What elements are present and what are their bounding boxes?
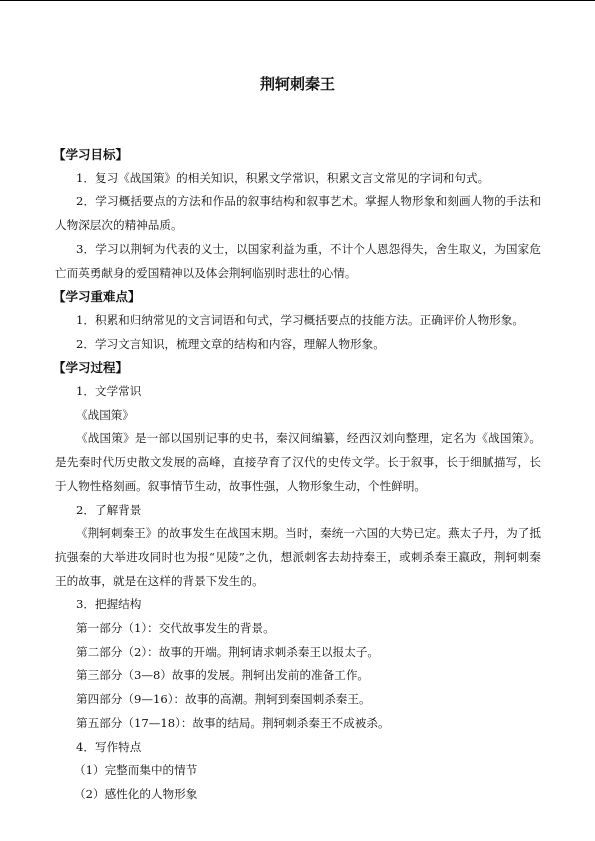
structure-part-5: 第五部分（17—18）：故事的结局。荆轲刺杀秦王不成被杀。 [76,715,390,730]
features-label: 4．写作特点 [76,739,142,754]
document-body [55,143,541,807]
top-border-line [0,0,595,1]
feature-item-2: （2）感性化的人物形象 [74,786,198,801]
keypoints-heading: 【学习重难点】 [53,289,141,305]
feature-item-1: （1）完整而集中的情节 [74,763,198,778]
background-text: 《荆轲刺秦王》的故事发生在战国末期。当时，秦统一六国的大势已定。燕太子丹，为了抵抗强秦的大举进攻同时也为报“见陵”之仇，想派刺客去劫持秦王，或刺杀秦王嬴政，荆轲刺秦王的故事，就是在这样的背景下发生的。 [55,526,541,588]
objective-item-3: 3．学习以荆轲为代表的义士，以国家利益为重，不计个人恩怨得失，舍生取义，为国家危亡而英勇献身的爱国精神以及体会荆轲临别时悲壮的心情。 [55,241,541,280]
structure-part-3: 第三部分（3—8）故事的发展。荆轲出发前的准备工作。 [76,668,370,683]
structure-part-4: 第四部分（9—16）：故事的高潮。荆轲到秦国刺杀秦王。 [76,692,371,707]
objectives-heading: 【学习目标】 [53,147,129,162]
background-label: 2．了解背景 [76,502,142,517]
structure-part-2: 第二部分（2）：故事的开端。荆轲请求刺杀秦王以报太子。 [76,644,380,659]
structure-part-1: 第一部分（1）：交代故事发生的背景。 [76,621,275,636]
literature-text: 《战国策》是一部以国别记事的史书，秦汉间编纂，经西汉刘向整理，定名为《战国策》。是先秦时代历史散文发展的高峰，直接孕育了汉代的史传文学。长于叙事，长于细腻描写，长于人物性格刻画。叙事情节生动，故事性强，人物形象生动，个性鲜明。 [55,431,541,493]
keypoint-item-1: 1．积累和归纳常见的文言词语和句式，学习概括要点的技能方法。正确评价人物形象。 [76,312,524,327]
page-title: 荆轲刺秦王 [259,75,335,93]
objective-item-1: 1．复习《战国策》的相关知识，积累文学常识，积累文言文常见的字词和句式。 [76,170,490,185]
structure-label: 3．把握结构 [76,597,142,612]
keypoint-item-2: 2．学习文言知识，梳理文章的结构和内容，理解人物形象。 [76,336,385,351]
process-heading: 【学习过程】 [53,360,129,376]
literature-book-title: 《战国策》 [76,407,134,422]
literature-label: 1．文学常识 [76,384,142,399]
objective-item-2: 2．学习概括要点的方法和作品的叙事结构和叙事艺术。掌握人物形象和刻画人物的手法和人物深层次的精神品质。 [55,194,541,233]
